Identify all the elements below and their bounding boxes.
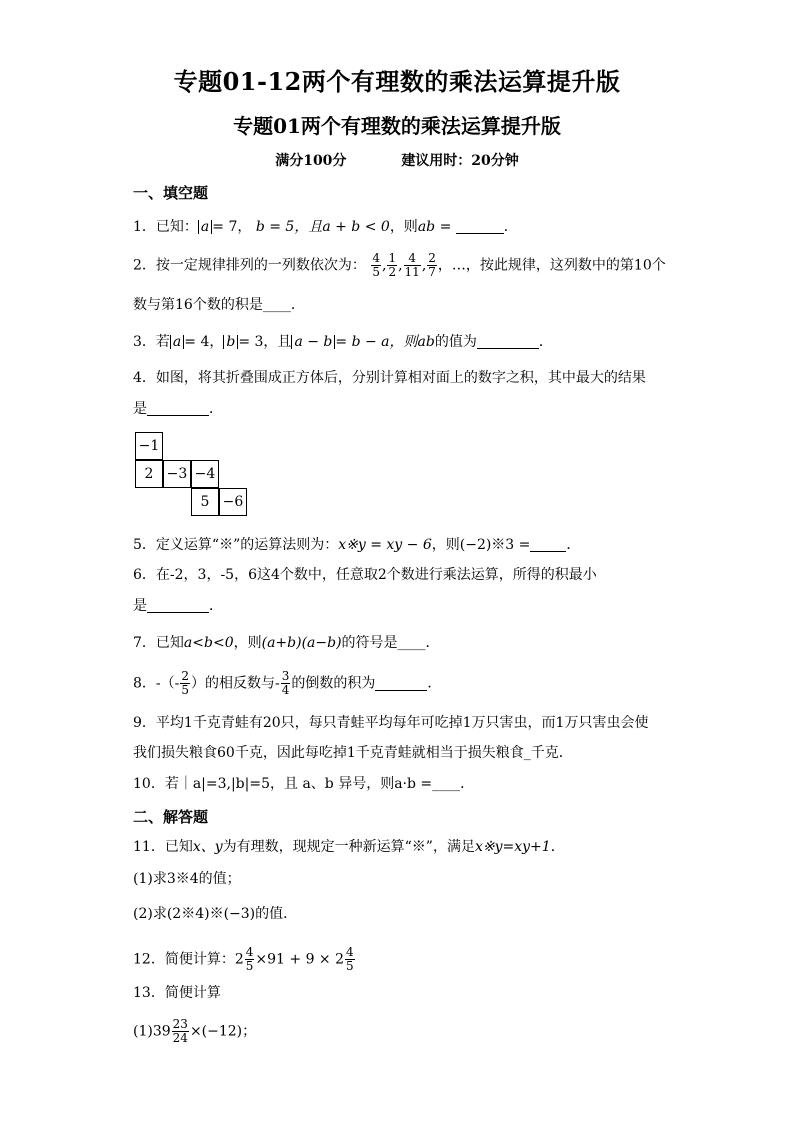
question-13: 13．简便计算 [133, 985, 221, 1001]
question-3: 3．若 a = 4， b = 3，且 a − b = b − a，则ab的值为 ． [133, 334, 553, 350]
question-9-line2: 我们损失粮食60千克，因此每吃掉1千克青蛙就相当于损失粮食_千克． [133, 745, 573, 761]
cube-net-figure [135, 432, 255, 522]
section-answer: 二、解答题 [133, 808, 209, 826]
answer-blank[interactable] [147, 401, 209, 416]
question-9: 9．平均1千克青蛙有20只，每只青蛙平均每年可吃掉1万只害虫，而1万只害虫会使 [133, 715, 649, 731]
question-10: 10．若｜a|=3,|b|=5，且 a、b 异号，则a·b =____． [133, 776, 475, 792]
page-title: 专题01-12两个有理数的乘法运算提升版 [173, 67, 621, 96]
net-cell: −3 [163, 460, 191, 488]
answer-blank[interactable] [375, 676, 427, 691]
question-4-line2: 是 ． [133, 401, 223, 417]
question-6: 6．在-2，3，-5，6这4个数中，任意取2个数进行乘法运算，所得的积最小 [133, 567, 597, 583]
question-2: 2．按一定规律排列的一列数依次为： $\frac{4}{5}$ , $\frac{1}{2}$ , $\frac{4}{11}$ , $\frac{2}{7}$ ，…，按此规律，这列数中的第10个 [133, 251, 666, 279]
question-5: 5．定义运算“※”的运算法则为：x※y = xy − 6，则(−2)※3 = ． [133, 537, 581, 553]
question-2-line2: 数与第16个数的积是____． [133, 297, 305, 313]
question-6-line2: 是 ． [133, 598, 223, 614]
net-cell: 5 [191, 488, 219, 516]
net-cell: −6 [219, 488, 247, 516]
net-cell: 2 [135, 460, 163, 488]
score-info: 满分100分 [275, 153, 347, 169]
answer-blank[interactable] [147, 598, 209, 613]
answer-blank[interactable] [530, 537, 566, 552]
question-4: 4．如图，将其折叠围成正方体后，分别计算相对面上的数字之积，其中最大的结果 [133, 370, 646, 386]
question-8: 8．-（- $\frac{2}{5}$ ）的相反数与- $\frac{3}{4}$ 的倒数的积为 ． [133, 669, 442, 697]
question-11: 11．已知x、y为有理数，现规定一种新运算“※”，满足x※y=xy+1． [133, 839, 565, 855]
question-1: 1．已知： a = 7， b = 5，且a + b < 0，则ab = ． [133, 219, 518, 235]
question-11-part-2: (2)求(2※4)※(−3)的值． [133, 906, 298, 922]
answer-blank[interactable] [477, 334, 539, 349]
answer-blank[interactable] [456, 219, 504, 234]
page-subtitle: 专题01两个有理数的乘法运算提升版 [233, 114, 561, 138]
question-11-part-1: (1)求3※4的值； [133, 871, 241, 887]
question-13-part-1: (1)39 $\frac{23}{24}$ ×(−12)； [133, 1017, 257, 1045]
net-cell: −1 [135, 432, 163, 460]
question-12: 12．简便计算：2 $\frac{4}{5}$ ×91 + 9 × 2 $\frac{4}{5}$ [133, 945, 354, 973]
section-fill: 一、填空题 [133, 184, 209, 202]
time-info: 建议用时：20分钟 [401, 153, 519, 169]
question-7: 7．已知a<b<0，则(a+b)(a−b)的符号是____． [133, 635, 440, 651]
net-cell: −4 [191, 460, 219, 488]
exam-meta [0, 150, 794, 170]
